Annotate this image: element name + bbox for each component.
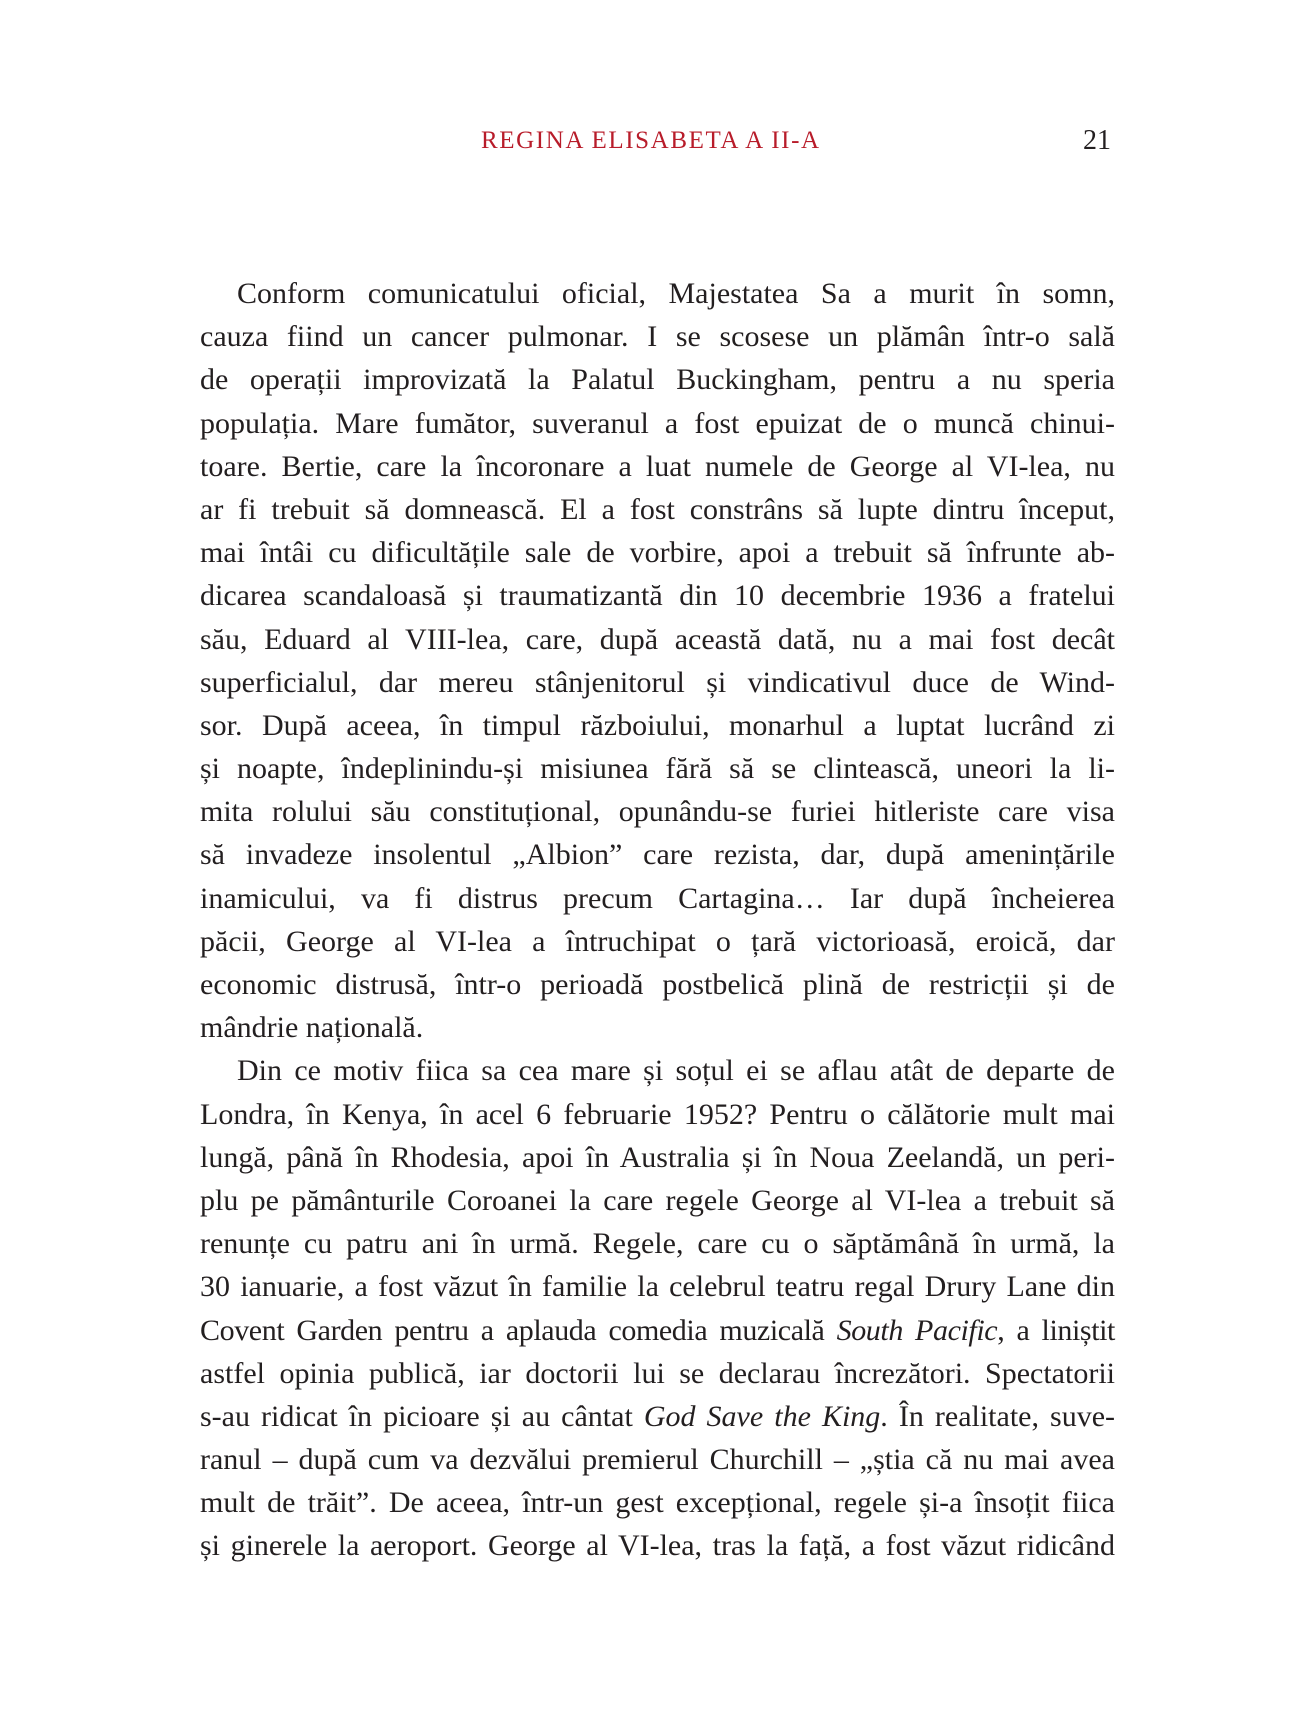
text-line: și ginerele la aeroport. George al VI-lea, tras la față, a fost văzut ridicând — [200, 1529, 1115, 1563]
text-line: să invadeze insolentul „Albion” care rezista, dar, după amenințările — [200, 838, 1115, 872]
text-line: populația. Mare fumător, suveranul a fost epuizat de o muncă chinui- — [200, 406, 1115, 440]
paragraph-1 — [200, 272, 1115, 1049]
text-line: dicarea scandaloasă și traumatizantă din 10 decembrie 1936 a fratelui — [200, 579, 1115, 613]
text-run: s-au ridicat în picioare și au cântat — [200, 1399, 644, 1433]
italic-title: South Pacific — [836, 1313, 998, 1347]
text-line: mai întâi cu dificultățile sale de vorbire, apoi a trebuit să înfrunte ab- — [200, 536, 1115, 570]
text-line: Conform comunicatului oficial, Majestatea Sa a murit în somn, — [237, 277, 1115, 310]
text-line: ranul – după cum va dezvălui premierul Churchill – „știa că nu mai avea — [200, 1443, 1115, 1477]
text-line: plu pe pământurile Coroanei la care regele George al VI-lea a trebuit să — [200, 1183, 1115, 1217]
text-line: mita rolului său constituțional, opunându-se furiei hitleriste care visa — [200, 795, 1115, 829]
text-line: sor. După aceea, în timpul războiului, monarhul a luptat lucrând zi — [200, 708, 1115, 742]
text-line — [200, 1309, 1115, 1352]
text-run: Covent Garden pentru a aplauda comedia muzicală — [200, 1313, 837, 1347]
text-line: toare. Bertie, care la încoronare a luat numele de George al VI-lea, nu — [200, 449, 1115, 483]
text-line: mândrie națională. — [200, 1011, 424, 1045]
text-line: superficialul, dar mereu stânjenitorul și vindicativul duce de Wind- — [200, 665, 1115, 699]
text-line: mult de trăit”. De aceea, într-un gest excepțional, regele și-a însoțit fiica — [200, 1486, 1115, 1520]
text-run: . În realitate, suve- — [880, 1399, 1116, 1433]
text-line: de operații improvizată la Palatul Buckingham, pentru a nu speria — [200, 363, 1115, 397]
text-run: , a liniștit — [997, 1313, 1115, 1347]
text-line: Londra, în Kenya, în acel 6 februarie 1952? Pentru o călătorie mult mai — [200, 1097, 1115, 1131]
text-line: 30 ianuarie, a fost văzut în familie la celebrul teatru regal Drury Lane din — [200, 1270, 1115, 1304]
running-title: REGINA ELISABETA A II-A — [481, 127, 821, 154]
body-text — [200, 272, 1115, 1568]
text-line: ar fi trebuit să domnească. El a fost constrâns să lupte dintru început, — [200, 492, 1115, 526]
text-line: păcii, George al VI-lea a întruchipat o țară victorioasă, eroică, dar — [200, 924, 1115, 958]
paragraph-2 — [200, 1049, 1115, 1567]
text-line: lungă, până în Rhodesia, apoi în Australia și în Noua Zeelandă, un peri- — [200, 1140, 1115, 1174]
text-line: Din ce motiv fiica sa cea mare și soțul ei se aflau atât de departe de — [237, 1054, 1115, 1088]
text-line: economic distrusă, într-o perioadă postbelică plină de restricții și de — [200, 968, 1115, 1001]
text-line: și noapte, îndeplinindu-și misiunea fără să se clintească, uneori la li- — [200, 752, 1115, 786]
page-number: 21 — [1083, 125, 1111, 156]
text-line: său, Eduard al VIII-lea, care, după această dată, nu a mai fost decât — [200, 622, 1115, 656]
text-line: cauza fiind un cancer pulmonar. I se scosese un plămân într-o sală — [200, 320, 1115, 354]
text-line — [200, 1395, 1115, 1438]
text-line: astfel opinia publică, iar doctorii lui se declarau încrezători. Spectatorii — [200, 1356, 1115, 1390]
text-line: renunțe cu patru ani în urmă. Regele, care cu o săptămână în urmă, la — [200, 1227, 1115, 1261]
text-line: inamicului, va fi distrus precum Cartagina… Iar după încheierea — [200, 881, 1115, 915]
italic-title: God Save the King — [643, 1399, 881, 1433]
